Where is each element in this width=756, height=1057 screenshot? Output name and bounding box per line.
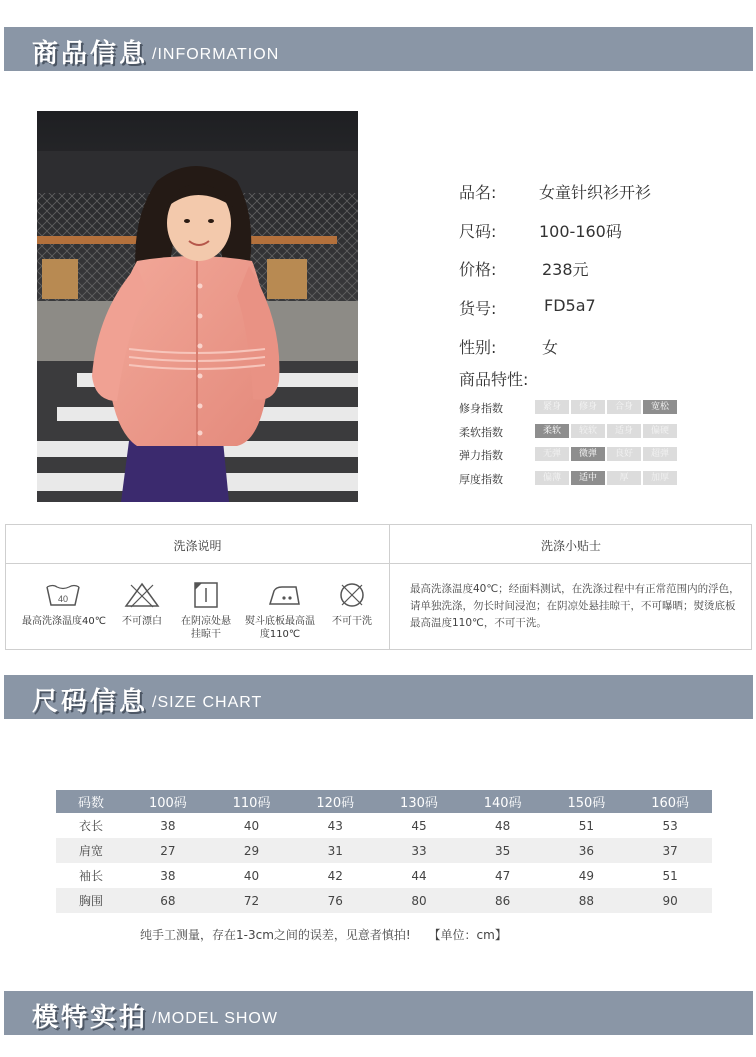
size-cell: 36	[545, 838, 629, 863]
size-header-cell: 160码	[628, 790, 712, 813]
feature-chip-selected: 柔软	[535, 424, 569, 438]
iron-label: 熨斗底板最高温度110℃	[245, 616, 315, 640]
feature-chip: 紧身	[535, 400, 569, 414]
feature-chip: 合身	[607, 400, 641, 414]
product-gender-row	[459, 335, 559, 358]
information-banner	[4, 27, 753, 71]
model-show-banner	[4, 991, 753, 1035]
size-cell: 80	[377, 888, 461, 913]
size-cell: 35	[461, 838, 545, 863]
model-show-title-cn: 模特实拍	[32, 1003, 149, 1033]
size-cell: 49	[578, 868, 594, 883]
size-cell: 53	[662, 818, 678, 833]
information-title-en: /INFORMATION	[152, 46, 280, 63]
product-sku-row	[459, 296, 596, 319]
row-label: 胸围	[56, 888, 126, 913]
size-cell: 40	[243, 818, 260, 833]
size-cell: 29	[210, 838, 294, 863]
product-gender-value: 女	[542, 338, 559, 357]
feature-chip: 修身	[571, 400, 605, 414]
product-name-value: 女童针织衫开衫	[539, 183, 652, 202]
wash-40-icon	[43, 581, 83, 609]
product-name-label: 品名:	[459, 183, 497, 202]
product-size-label: 尺码:	[459, 222, 497, 241]
feature-chip: 适身	[607, 424, 641, 438]
size-cell: 88	[545, 888, 629, 913]
product-price-label: 价格:	[459, 260, 497, 279]
size-header-cell: 130码	[377, 790, 461, 813]
size-header-cell: 140码	[461, 790, 545, 813]
size-cell: 47	[495, 868, 511, 883]
size-cell: 42	[327, 868, 343, 883]
product-features-title: 商品特性:	[459, 370, 529, 389]
size-chart-table	[56, 790, 712, 913]
size-cell: 45	[411, 818, 427, 833]
size-header-cell: 码数	[56, 790, 126, 813]
size-cell: 86	[461, 888, 545, 913]
size-cell: 44	[411, 868, 427, 883]
iron-110-icon	[264, 581, 304, 609]
size-chart-title-en: /SIZE CHART	[152, 694, 263, 711]
wash-temp-text: 40	[57, 594, 69, 604]
size-cell: 37	[628, 838, 712, 863]
product-sku-value: FD5a7	[544, 296, 596, 315]
feature-chip-selected: 宽松	[643, 400, 677, 414]
size-cell: 72	[210, 888, 294, 913]
product-name-row	[459, 180, 652, 203]
feature-chip-selected: 微弹	[571, 447, 605, 461]
wash-divider-horizontal	[6, 563, 751, 564]
product-sku-label: 货号:	[459, 299, 497, 318]
feature-chip: 超弹	[643, 447, 677, 461]
feature-chip: 较软	[571, 424, 605, 438]
feature-chip: 偏硬	[643, 424, 677, 438]
feature-chip: 加厚	[643, 471, 677, 485]
size-chart-note	[140, 926, 507, 943]
feature-chip-selected: 适中	[571, 471, 605, 485]
feature-label: 弹力指数	[459, 449, 503, 462]
wash-tips-title: 洗涤小贴士	[540, 539, 601, 553]
no-dry-clean-icon	[332, 581, 372, 609]
table-row	[56, 863, 712, 888]
size-header-cell: 120码	[293, 790, 377, 813]
feature-label: 修身指数	[459, 402, 503, 415]
no-bleach-icon	[122, 581, 162, 609]
table-row	[56, 888, 712, 913]
wash-instructions-title: 洗涤说明	[173, 539, 222, 553]
wash-tips-text: 最高洗涤温度40℃；经面料测试，在洗涤过程中有正常范围内的浮色，请单独洗涤，勿长时间浸泡；在阴凉处悬挂晾干，不可曝晒；熨烫底板最高温度110℃，不可干洗。	[410, 583, 740, 629]
row-label: 肩宽	[56, 838, 126, 863]
no-dry-clean-label: 不可干洗	[332, 616, 372, 627]
row-label: 袖长	[78, 869, 103, 883]
size-chart-banner	[4, 675, 753, 719]
product-photo	[37, 111, 358, 502]
table-row	[56, 838, 712, 863]
hang-dry-shade-icon	[186, 581, 226, 609]
size-cell: 33	[377, 838, 461, 863]
feature-chip: 厚	[607, 471, 641, 485]
size-cell: 31	[293, 838, 377, 863]
size-chart-title-cn: 尺码信息	[32, 687, 149, 717]
size-cell: 38	[160, 868, 176, 883]
information-title-cn: 商品信息	[32, 39, 149, 69]
feature-label: 柔软指数	[459, 426, 503, 439]
product-gender-label: 性别:	[459, 338, 497, 357]
size-cell: 90	[628, 888, 712, 913]
size-unit-text: 【单位：cm】	[428, 928, 507, 942]
product-price-row	[459, 257, 589, 280]
product-price-value: 238元	[542, 260, 589, 279]
size-table-header-row	[56, 790, 712, 813]
table-row	[56, 813, 712, 838]
feature-chip: 偏薄	[535, 471, 569, 485]
hang-dry-label: 在阴凉处悬挂晾干	[181, 616, 231, 640]
size-cell: 51	[578, 818, 594, 833]
size-header-cell: 110码	[210, 790, 294, 813]
wash-instructions-table	[5, 524, 752, 650]
model-show-title-en: /MODEL SHOW	[152, 1010, 278, 1027]
size-note-text: 纯手工测量，存在1-3cm之间的误差，见意者慎拍!	[140, 928, 411, 942]
feature-chip: 无弹	[535, 447, 569, 461]
product-size-value: 100-160码	[539, 222, 622, 241]
no-bleach-label: 不可漂白	[122, 616, 162, 627]
size-cell: 68	[126, 888, 210, 913]
feature-chip: 良好	[607, 447, 641, 461]
girl-in-cardigan-photo	[37, 111, 358, 502]
size-cell: 48	[495, 818, 511, 833]
size-header-cell: 100码	[126, 790, 210, 813]
size-cell: 27	[126, 838, 210, 863]
product-size-row	[459, 219, 622, 242]
size-cell: 38	[160, 818, 176, 833]
size-header-cell: 150码	[545, 790, 629, 813]
size-cell: 43	[327, 818, 343, 833]
size-cell: 40	[243, 868, 260, 883]
feature-label: 厚度指数	[459, 473, 503, 486]
size-cell: 51	[662, 868, 678, 883]
size-cell: 76	[293, 888, 377, 913]
wash-40-label: 最高洗涤温度40℃	[22, 616, 106, 627]
row-label: 衣长	[78, 819, 103, 833]
